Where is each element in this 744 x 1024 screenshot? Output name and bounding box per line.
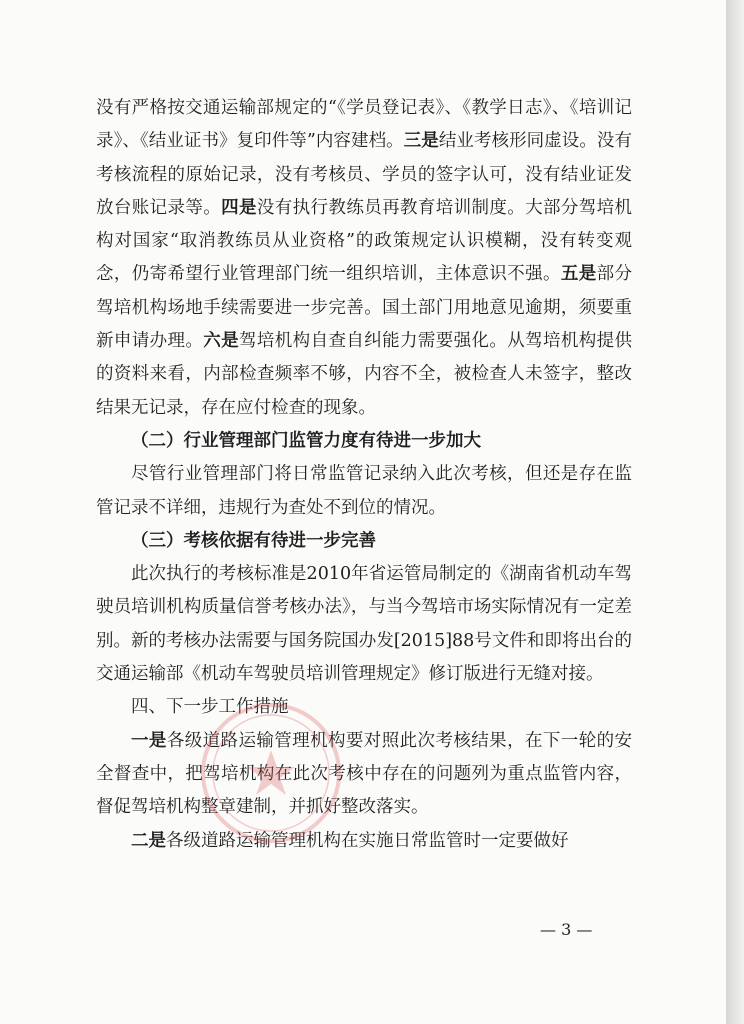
paragraph-problems: [96, 92, 632, 425]
measure-item-2: [96, 825, 632, 858]
bold-lead: 六是: [203, 331, 240, 352]
measure-item-1: [96, 725, 632, 825]
text-run: 没有严格按交通运输部规定的“《学员登记表》、《教学日志》、《培训记录》、《结业证书》复印件等”内容建档。: [96, 98, 632, 152]
section2-body: 尽管行业管理部门将日常监管记录纳入此次考核，但还是存在监管记录不详细，违规行为查处不到位的情况。: [96, 464, 632, 518]
bold-lead: 五是: [560, 264, 597, 285]
bold-lead: 一是: [131, 730, 167, 751]
bold-lead: 三是: [403, 131, 439, 152]
section2-heading: （二）行业管理部门监管力度有待进一步加大: [131, 430, 481, 451]
text-run: 各级道路运输管理机构要对照此次考核结果，在下一轮的安全督查中，把驾培机构在此次考核中存在的问题列为重点监管内容，督促驾培机构整章建制，并抓好整改落实。: [96, 730, 633, 818]
text-run: 驾培机构自查自纠能力需要强化。从驾培机构提供的资料来看，内部检查频率不够，内容不全，被检查人未签字，整改结果无记录，存在应付检查的现象。: [96, 331, 633, 418]
text-run: 各级道路运输管理机构在实施日常监管时一定要做好: [166, 830, 569, 851]
bold-lead: 四是: [221, 197, 257, 218]
section3-body: 此次执行的考核标准是2010年省运管局制定的《湖南省机动车驾驶员培训机构质量信誉考核办法》，与当今驾培市场实际情况有一定差别。新的考核办法需要与国务院国办发[2015]88号文件和即将出台的交通运输部《机动车驾驶员培训管理规定》修订版进行无缝对接。: [96, 564, 632, 685]
text-run: 结业考核形同虚设。没有考核流程的原始记录，没有考核员、学员的签字认可，没有结业证发放台账记录等。: [96, 131, 633, 218]
bold-lead: 二是: [131, 830, 166, 851]
page-edge: [726, 0, 744, 1024]
section3-heading: （三）考核依据有待进一步完善: [131, 530, 376, 551]
page-number: — 3 —: [540, 920, 593, 939]
text-run: 部分驾培机构场地手续需要进一步完善。国土部门用地意见逾期，须要重新申请办理。: [96, 264, 633, 352]
document-body: [96, 92, 632, 858]
section4-heading: 四、下一步工作措施: [131, 697, 289, 718]
text-run: 没有执行教练员再教育培训制度。大部分驾培机构对国家“取消教练员从业资格”的政策规定认识模糊，没有转变观念，仍寄希望行业管理部门统一组织培训，主体意识不强。: [96, 197, 633, 285]
